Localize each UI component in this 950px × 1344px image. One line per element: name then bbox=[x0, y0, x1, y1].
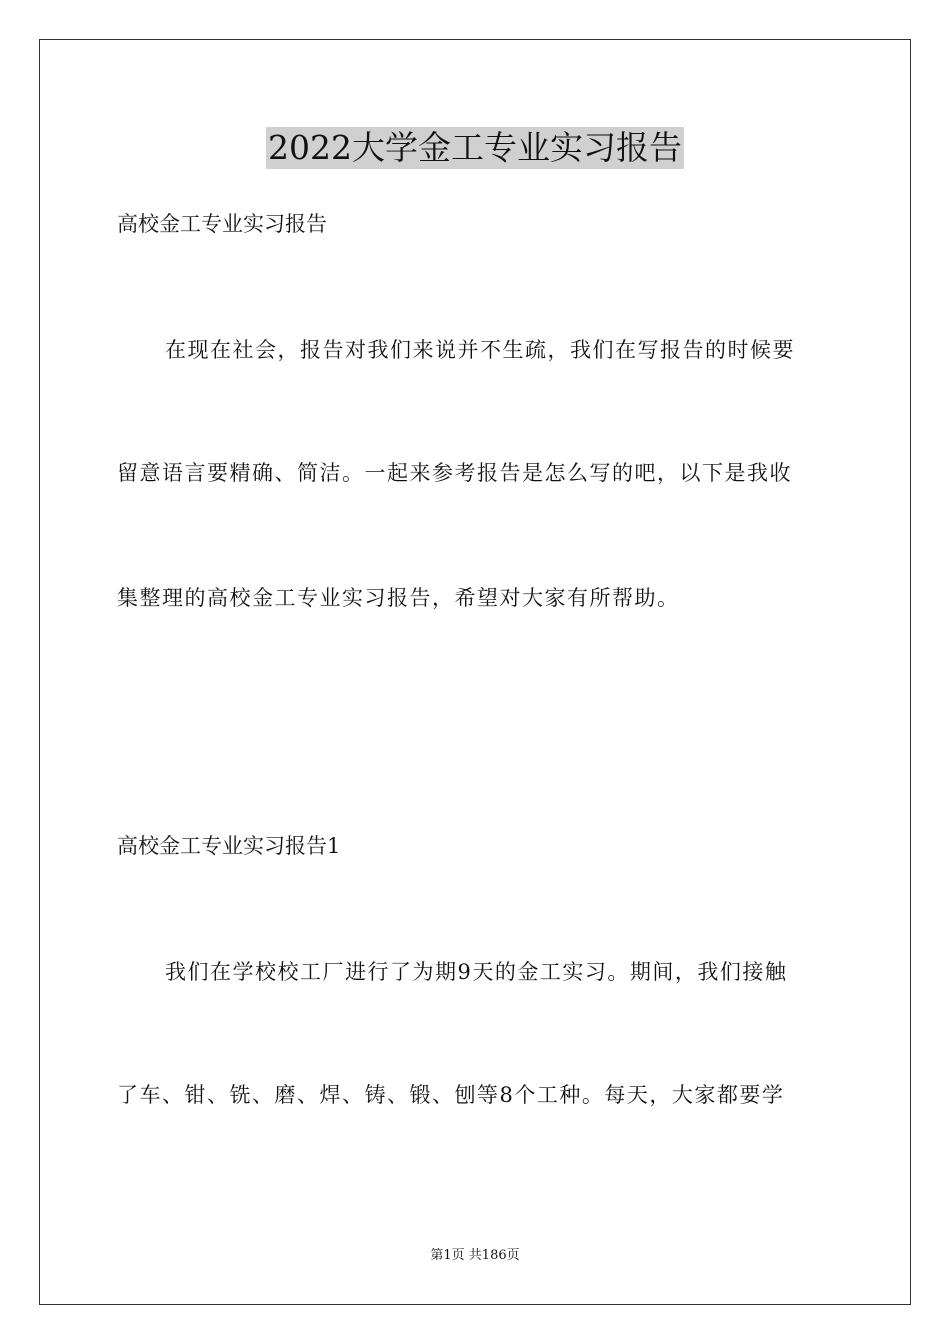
intro-paragraph-line-2: 留意语言要精确、简洁。一起来参考报告是怎么写的吧，以下是我收 bbox=[117, 461, 792, 485]
report-heading: 高校金工专业实习报告1 bbox=[117, 834, 341, 858]
title-container bbox=[0, 127, 950, 169]
body-paragraph-line-2: 了车、钳、铣、磨、焊、铸、锻、刨等8个工种。每天，大家都要学 bbox=[117, 1083, 785, 1107]
section-heading: 高校金工专业实习报告 bbox=[117, 212, 327, 236]
body-paragraph-line-1: 我们在学校校工厂进行了为期9天的金工实习。期间，我们接触 bbox=[165, 960, 788, 984]
page-footer: 第1页 共186页 bbox=[430, 1248, 520, 1263]
document-title: 2022大学金工专业实习报告 bbox=[268, 128, 682, 167]
intro-paragraph-line-3: 集整理的高校金工专业实习报告，希望对大家有所帮助。 bbox=[117, 586, 680, 610]
intro-paragraph-line-1: 在现在社会，报告对我们来说并不生疏，我们在写报告的时候要 bbox=[165, 338, 795, 362]
